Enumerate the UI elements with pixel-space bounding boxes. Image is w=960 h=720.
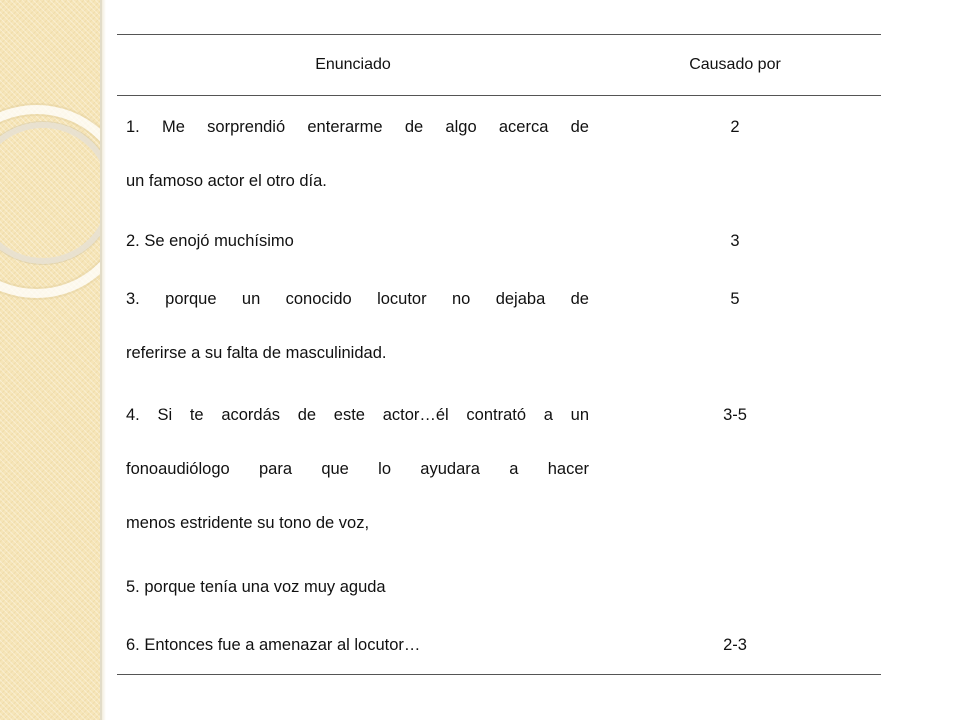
decorative-ring-inner [0,122,100,264]
table-row [117,388,881,560]
statement-cell [117,272,589,380]
statement-line: un famoso actor el otro día. [126,172,327,190]
statements-table [117,34,881,675]
statement-line: 4. Si te acordás de este actor…él contrató a un [126,406,589,424]
statement-cell [117,100,589,208]
statement-line: menos estridente su tono de voz, [126,514,370,532]
caused-by-cell: 5 [730,290,740,308]
table-row [117,560,881,618]
table-body [117,100,881,674]
statement-line: fonoaudiólogo para que lo ayudara a hacer [126,460,589,478]
statement-cell [117,618,589,672]
statement-line: 3. porque un conocido locutor no dejaba de [126,290,589,308]
table-header [117,35,881,95]
statement-cell [117,560,589,614]
caused-by-cell: 2-3 [723,636,747,654]
table-row [117,100,881,214]
side-panel-edge [100,0,106,720]
statement-cell [117,214,589,268]
statement-line: 6. Entonces fue a amenazar al locutor… [126,636,421,654]
bottom-rule [117,674,881,675]
header-caused-by: Causado por [689,56,781,73]
caused-by-cell: 3-5 [723,406,747,424]
statement-line: 1. Me sorprendió enterarme de algo acerca de [126,118,589,136]
caused-by-cell: 2 [730,118,740,136]
header-statement: Enunciado [315,56,391,73]
statement-line: referirse a su falta de masculinidad. [126,344,387,362]
decorative-side-panel [0,0,100,720]
statement-cell [117,388,589,550]
header-rule [117,95,881,96]
caused-by-cell: 3 [730,232,740,250]
table-row [117,214,881,272]
table-row [117,272,881,388]
statement-line: 2. Se enojó muchísimo [126,232,294,250]
statement-line: 5. porque tenía una voz muy aguda [126,578,386,596]
table-row [117,618,881,674]
